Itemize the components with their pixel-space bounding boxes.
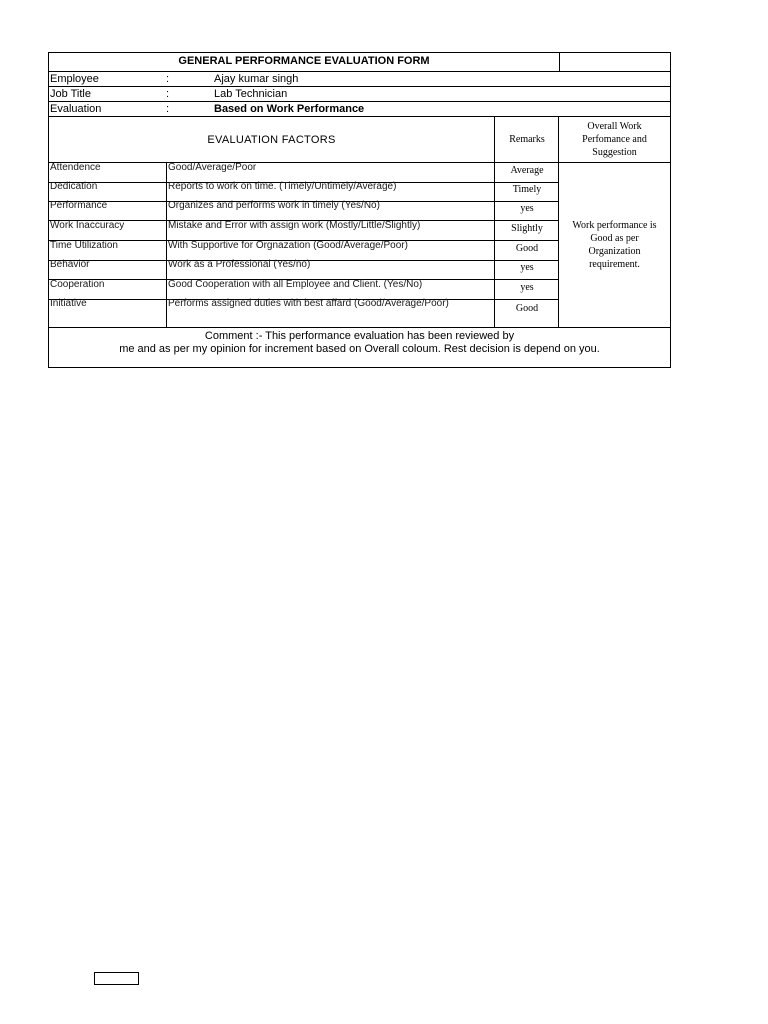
factor-name: Dedication	[50, 181, 98, 192]
factor-description: Reports to work on time. (Timely/Untimely/Average)	[166, 182, 494, 201]
job-title-label: Job Title	[50, 88, 91, 100]
overall-suggestion: Work performance is Good as per Organization requirement.	[558, 163, 670, 327]
factor-name: Initiative	[50, 298, 87, 309]
form-title: GENERAL PERFORMANCE EVALUATION FORM	[178, 55, 430, 67]
table-row	[49, 182, 558, 202]
table-row	[49, 221, 558, 241]
factor-remark: Slightly	[494, 221, 559, 240]
comment-line-2: me and as per my opinion for increment based on Overall coloum. Rest decision is depend on you.	[119, 343, 600, 355]
factor-name: Attendence	[50, 162, 101, 173]
job-title-colon: :	[166, 88, 170, 100]
factor-remark: Good	[494, 241, 559, 260]
table-row	[49, 163, 558, 183]
factor-description: Good Cooperation with all Employee and Client. (Yes/No)	[166, 280, 494, 299]
evaluation-label: Evaluation	[50, 103, 102, 115]
factor-description: Mistake and Error with assign work (Mostly/Little/Slightly)	[166, 221, 494, 240]
factor-remark: yes	[494, 201, 559, 220]
employee-value: Ajay kumar singh	[214, 73, 299, 85]
evaluation-value: Based on Work Performance	[214, 103, 365, 115]
employee-colon: :	[166, 73, 170, 85]
page-footer-box	[94, 972, 139, 985]
table-row	[49, 201, 558, 221]
evaluation-form	[48, 52, 671, 368]
factor-remark: yes	[494, 260, 559, 279]
comment-row	[48, 328, 671, 368]
title-row	[48, 52, 671, 72]
factor-description: Organizes and performs work in timely (Yes/No)	[166, 201, 494, 220]
factor-name: Cooperation	[50, 279, 105, 290]
remarks-header: Remarks	[494, 117, 559, 162]
table-header	[48, 117, 671, 163]
factor-name: Time Utilization	[50, 240, 118, 251]
factor-remark: Timely	[494, 182, 559, 201]
factor-description: Performs assigned duties with best affard (Good/Average/Poor)	[166, 299, 494, 327]
table-row	[49, 260, 558, 280]
evaluation-colon: :	[166, 103, 170, 115]
factor-name: Performance	[50, 200, 108, 211]
overall-header: Overall Work Perfomance and Suggestion	[558, 117, 670, 162]
title-blank-cell	[559, 53, 671, 71]
evaluation-row	[48, 102, 671, 117]
table-row	[49, 299, 558, 327]
job-title-row	[48, 87, 671, 102]
factor-remark: Average	[494, 163, 559, 182]
factor-name: Behavior	[50, 259, 90, 270]
factor-description: Good/Average/Poor	[166, 163, 494, 182]
factors-table	[48, 163, 671, 328]
evaluation-factors-header: EVALUATION FACTORS	[207, 133, 336, 146]
factor-remark: Good	[494, 299, 559, 327]
comment-line-1: Comment :- This performance evaluation has been reviewed by	[204, 330, 515, 342]
factor-description: With Supportive for Orgnazation (Good/Average/Poor)	[166, 241, 494, 260]
factor-remark: yes	[494, 280, 559, 299]
job-title-value: Lab Technician	[214, 88, 288, 100]
factor-name: Work Inaccuracy	[50, 220, 125, 231]
table-row	[49, 241, 558, 261]
employee-row	[48, 72, 671, 87]
table-row	[49, 280, 558, 300]
employee-label: Employee	[50, 73, 99, 85]
factor-description: Work as a Professional (Yes/no)	[166, 260, 494, 279]
